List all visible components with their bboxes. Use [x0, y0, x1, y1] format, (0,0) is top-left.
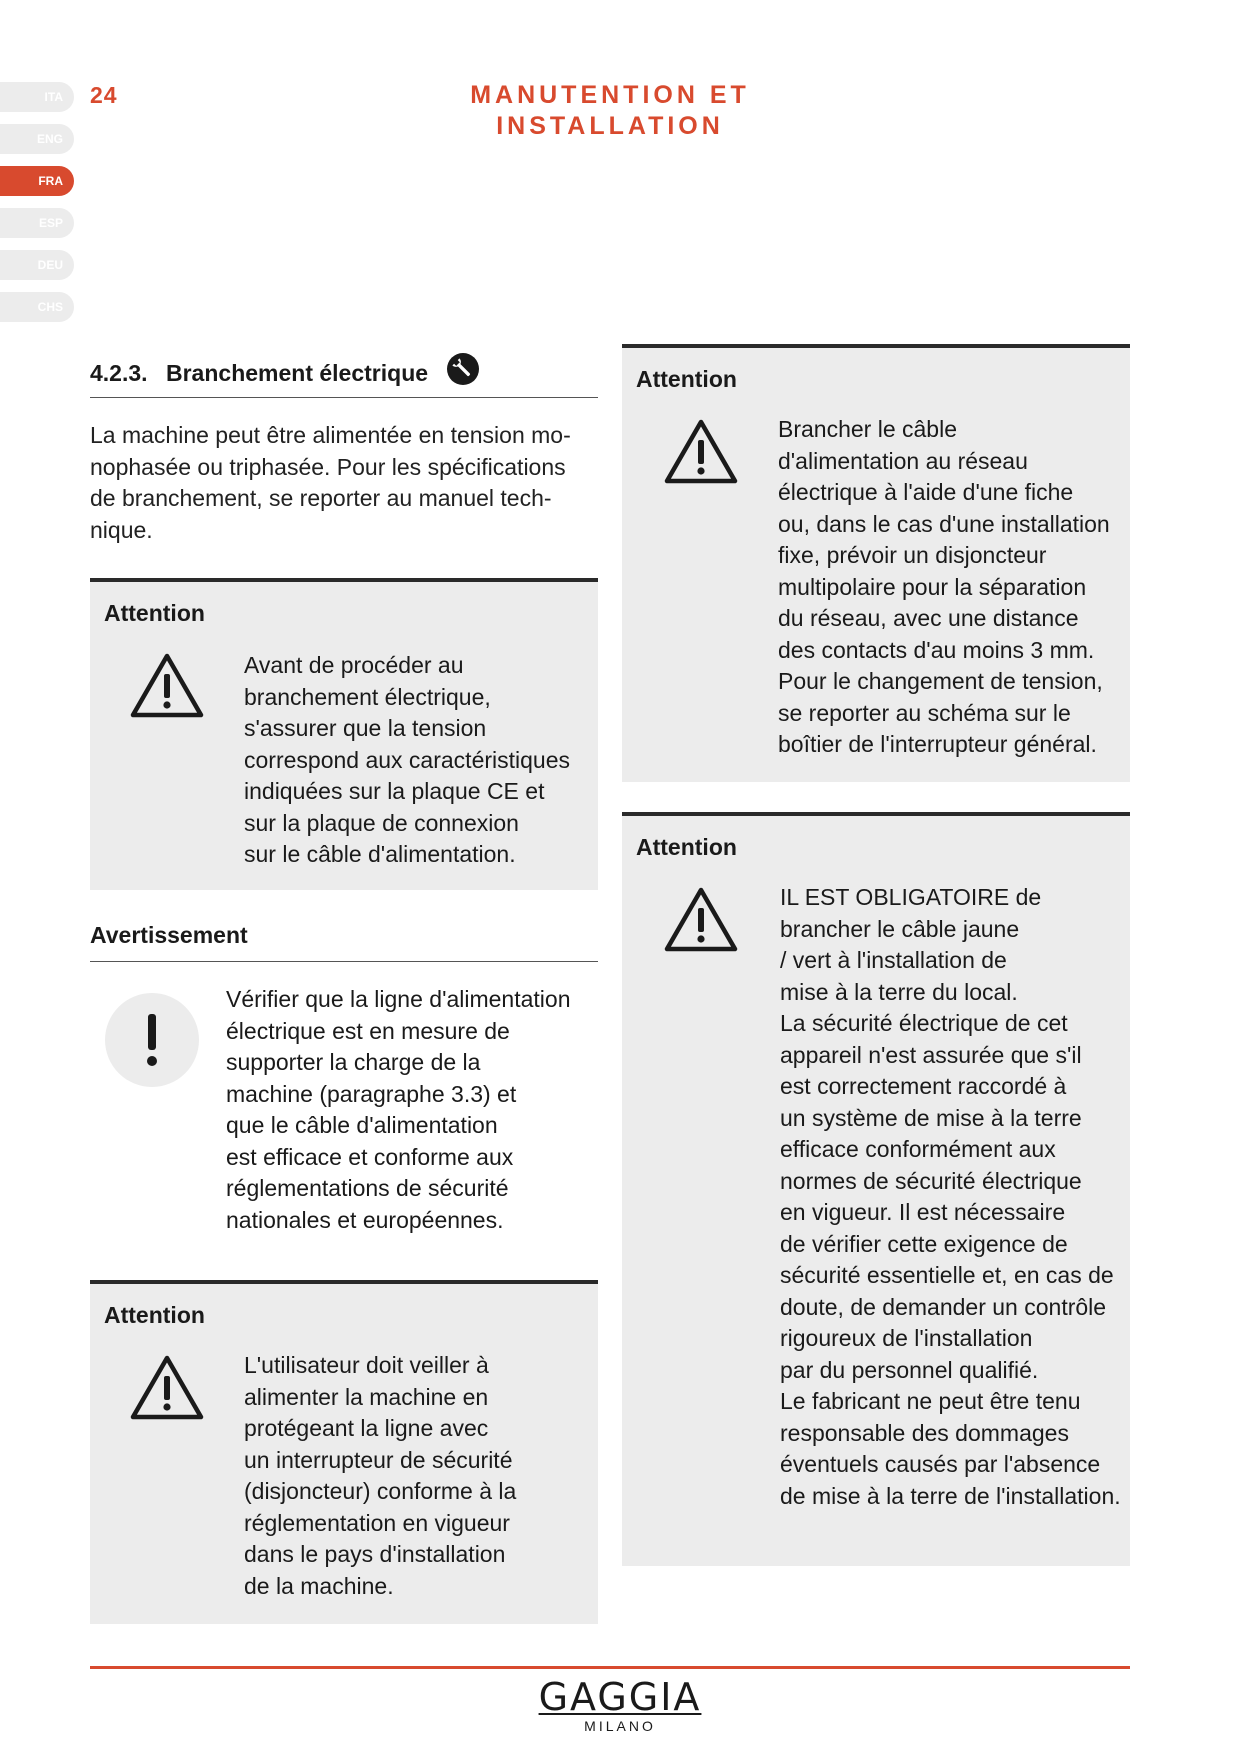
attention-line: Le fabricant ne peut être tenu [780, 1388, 1081, 1414]
attention-line: boîtier de l'interrupteur général. [778, 731, 1097, 757]
language-tab-label: CHS [37, 300, 63, 314]
attention-line: responsable des dommages [780, 1419, 1069, 1446]
footer-divider [90, 1666, 1130, 1669]
warning-line: machine (paragraphe 3.3) et [226, 1080, 517, 1107]
attention-line: brancher le câble jaune [780, 915, 1020, 942]
brand-logo [520, 1676, 720, 1734]
intro-line: de branchement, se reporter au manuel tech- [90, 485, 552, 511]
attention-text [244, 1350, 516, 1602]
attention-line: L'utilisateur doit veiller à [244, 1352, 489, 1378]
page-number: 24 [90, 82, 118, 108]
intro-line: La machine peut être alimentée en tension mo- [90, 422, 571, 448]
attention-line: sur la plaque de connexion [244, 809, 519, 836]
warning-triangle-icon [130, 1354, 204, 1420]
attention-line: un système de mise à la terre [780, 1104, 1082, 1131]
language-tab-label: ESP [38, 216, 63, 230]
attention-line: fixe, prévoir un disjoncteur [778, 542, 1047, 568]
warning-line: réglementations de sécurité [226, 1175, 509, 1201]
attention-line: branchement électrique, [244, 683, 491, 710]
attention-text [244, 650, 570, 871]
attention-line: se reporter au schéma sur le [778, 699, 1071, 726]
language-tab-eng[interactable] [0, 124, 74, 154]
wrench-icon [446, 352, 480, 386]
attention-line: un interrupteur de sécurité [244, 1446, 513, 1473]
attention-line: par du personnel qualifié. [780, 1356, 1039, 1383]
attention-line: indiquées sur la plaque CE et [244, 778, 545, 804]
chapter-title-line: INSTALLATION [496, 112, 724, 140]
attention-line: dans le pays d'installation [244, 1541, 506, 1567]
attention-line: de vérifier cette exigence de [780, 1230, 1068, 1257]
section-number: 4.2.3. [90, 360, 148, 386]
attention-line: ou, dans le cas d'une installation [778, 510, 1110, 537]
attention-line: normes de sécurité électrique [780, 1167, 1082, 1194]
attention-text [780, 882, 1121, 1512]
warning-triangle-icon [130, 652, 204, 718]
attention-line: correspond aux caractéristiques [244, 746, 570, 773]
attention-line: de la machine. [244, 1572, 394, 1599]
intro-line: nophasée ou triphasée. Pour les spécifications [90, 453, 566, 480]
language-tab-label: ITA [44, 90, 63, 104]
attention-line: doute, de demander un contrôle [780, 1293, 1107, 1320]
language-tab-ita[interactable] [0, 82, 74, 112]
intro-paragraph [90, 420, 600, 546]
attention-box [622, 812, 1130, 1566]
warning-line: supporter la charge de la [226, 1049, 481, 1075]
attention-title: Attention [104, 600, 205, 626]
language-tab-esp[interactable] [0, 208, 74, 238]
attention-line: mise à la terre du local. [780, 978, 1018, 1005]
attention-text [778, 414, 1110, 761]
attention-box [90, 1280, 598, 1624]
section-heading [90, 352, 598, 398]
section-title: Branchement électrique [166, 360, 429, 386]
intro-line: nique. [90, 516, 153, 543]
warning-heading [90, 918, 598, 962]
attention-line: La sécurité électrique de cet [780, 1010, 1068, 1036]
attention-line: / vert à l'installation de [780, 947, 1007, 973]
language-tab-deu[interactable] [0, 250, 74, 280]
attention-line: du réseau, avec une distance [778, 605, 1079, 631]
attention-line: de mise à la terre de l'installation. [780, 1482, 1121, 1509]
attention-box [90, 578, 598, 890]
brand-subtitle: MILANO [584, 1718, 656, 1734]
attention-line: (disjoncteur) conforme à la [244, 1478, 517, 1504]
attention-line: Pour le changement de tension, [778, 668, 1103, 694]
attention-title: Attention [636, 366, 737, 392]
brand-name: GAGGIA [538, 1675, 702, 1719]
warning-triangle-icon [664, 886, 738, 952]
attention-line: électrique à l'aide d'une fiche [778, 479, 1074, 505]
attention-title: Attention [104, 1302, 205, 1328]
warning-line: électrique est en mesure de [226, 1017, 510, 1044]
attention-line: alimenter la machine en [244, 1383, 489, 1410]
attention-line: réglementation en vigueur [244, 1509, 510, 1536]
attention-line: en vigueur. Il est nécessaire [780, 1199, 1066, 1225]
chapter-title-line: MANUTENTION ET [470, 81, 750, 109]
attention-line: rigoureux de l'installation [780, 1325, 1033, 1351]
warning-line: Vérifier que la ligne d'alimentation [226, 986, 571, 1012]
warning-line: nationales et européennes. [226, 1206, 504, 1233]
attention-line: sur le câble d'alimentation. [244, 841, 516, 867]
attention-line: est correctement raccordé à [780, 1073, 1067, 1099]
attention-line: Avant de procéder au [244, 652, 464, 678]
language-tab-chs[interactable] [0, 292, 74, 322]
attention-line: efficace conformément aux [780, 1136, 1056, 1162]
language-tab-label: DEU [37, 258, 63, 272]
warning-triangle-icon [664, 418, 738, 484]
attention-box [622, 344, 1130, 782]
attention-line: protégeant la ligne avec [244, 1415, 489, 1441]
warning-line: que le câble d'alimentation [226, 1112, 498, 1138]
attention-line: IL EST OBLIGATOIRE de [780, 884, 1042, 910]
language-tab-label: FRA [38, 174, 63, 188]
attention-line: Brancher le câble [778, 416, 957, 442]
exclamation-circle-icon [104, 992, 200, 1088]
attention-title: Attention [636, 834, 737, 860]
attention-line: s'assurer que la tension [244, 715, 487, 741]
warning-title: Avertissement [90, 922, 248, 948]
attention-line: appareil n'est assurée que s'il [780, 1041, 1082, 1068]
language-tab-fra[interactable] [0, 166, 74, 196]
chapter-title [380, 80, 840, 142]
attention-line: éventuels causés par l'absence [780, 1451, 1101, 1477]
attention-line: multipolaire pour la séparation [778, 573, 1087, 600]
attention-line: des contacts d'au moins 3 mm. [778, 636, 1095, 663]
attention-line: sécurité essentielle et, en cas de [780, 1262, 1114, 1288]
attention-line: d'alimentation au réseau [778, 447, 1028, 474]
warning-text [226, 984, 570, 1236]
language-tab-label: ENG [36, 132, 63, 146]
warning-line: est efficace et conforme aux [226, 1143, 514, 1170]
